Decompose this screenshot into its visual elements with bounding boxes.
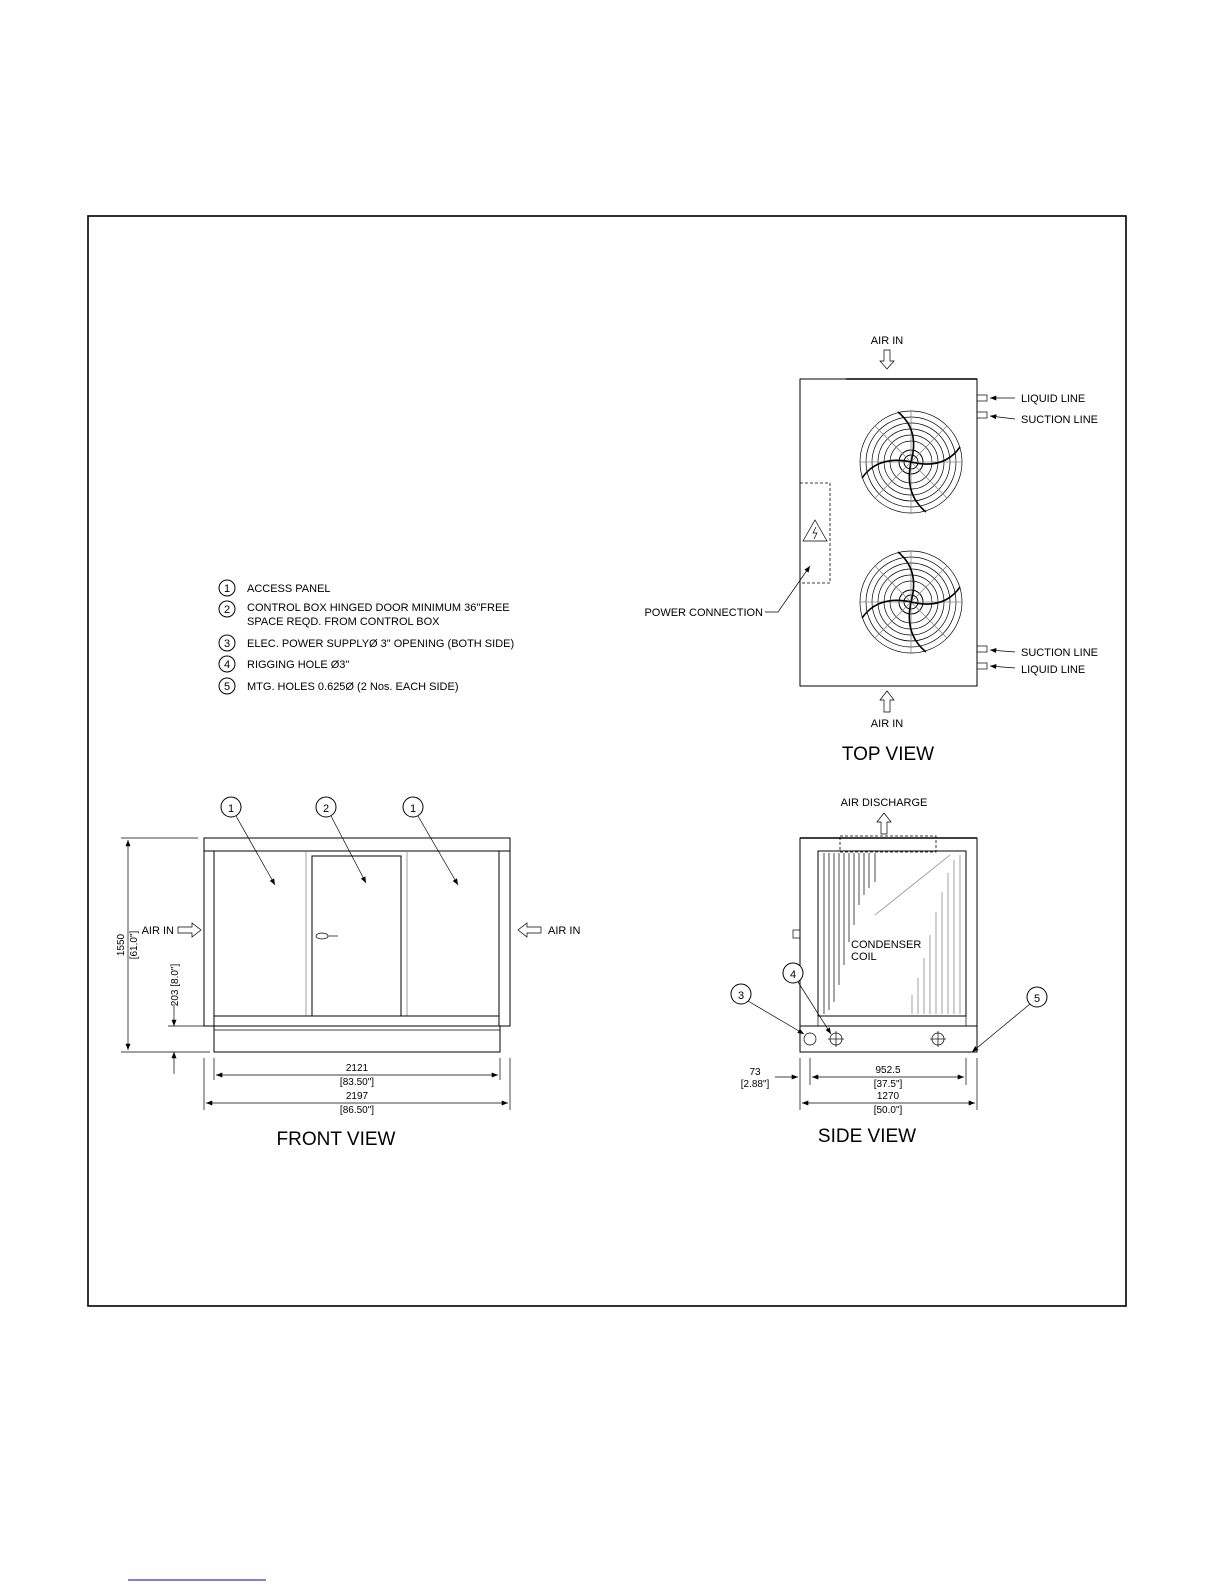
svg-text:2: 2	[322, 803, 330, 815]
legend-text: MTG. HOLES 0.625Ø (2 Nos. EACH SIDE)	[247, 681, 459, 693]
callout-3	[731, 984, 804, 1034]
legend-item-2	[219, 601, 510, 628]
front-view-title: FRONT VIEW	[276, 1129, 396, 1150]
dim-width-in: [50.0"]	[873, 1105, 903, 1116]
dim-inner-width-in: [83.50"]	[339, 1077, 375, 1088]
bottom-air-in-label: AIR IN	[870, 718, 904, 730]
dim-base: 203 [8.0"]	[170, 963, 181, 1007]
top-view-outline	[800, 379, 977, 686]
front-air-in-right-label: AIR IN	[548, 925, 581, 937]
legend-item-3	[219, 635, 514, 651]
callout-1-right	[403, 797, 458, 885]
warning-icon	[803, 520, 827, 541]
air-discharge-arrow-icon	[877, 813, 891, 834]
side-view-outline	[800, 838, 977, 1026]
suction-line-bottom-label: SUCTION LINE	[1021, 647, 1099, 659]
svg-text:3: 3	[737, 990, 745, 1002]
legend-text: CONTROL BOX HINGED DOOR MINIMUM 36"FREE	[247, 602, 510, 614]
dim-holes: 952.5	[875, 1065, 901, 1076]
svg-text:1: 1	[227, 803, 235, 815]
power-opening-icon	[804, 1033, 816, 1045]
callout-2	[316, 797, 366, 883]
air-in-arrow-icon	[178, 923, 201, 937]
air-in-arrow-icon	[518, 923, 541, 937]
side-view-title: SIDE VIEW	[817, 1126, 917, 1147]
front-view	[116, 797, 580, 1150]
top-view-title: TOP VIEW	[841, 744, 935, 765]
power-connection-label: POWER CONNECTION	[644, 607, 763, 619]
liquid-line-top-label: LIQUID LINE	[1021, 393, 1086, 405]
dim-height-in: [61.0"]	[129, 930, 140, 960]
dim-width: 1270	[876, 1091, 900, 1102]
dim-outer-width-in: [86.50"]	[339, 1105, 375, 1116]
legend-item-4	[219, 656, 349, 672]
condenser-label-line2: COIL	[851, 951, 877, 963]
door-handle-icon	[316, 933, 338, 939]
legend-number: 3	[223, 638, 231, 650]
legend-text-line2: SPACE REQD. FROM CONTROL BOX	[247, 616, 440, 628]
top-view	[644, 335, 1098, 765]
control-box-door	[312, 856, 401, 1016]
callout-1-left	[221, 797, 275, 885]
callout-5	[972, 987, 1047, 1052]
legend-item-5	[219, 678, 459, 694]
svg-text:1: 1	[409, 803, 417, 815]
dim-height: 1550	[116, 933, 127, 957]
air-in-arrow-icon	[880, 691, 894, 712]
legend-number: 4	[223, 659, 231, 671]
liquid-line-bottom-label: LIQUID LINE	[1021, 664, 1086, 676]
svg-text:5: 5	[1033, 993, 1041, 1005]
suction-line-top-label: SUCTION LINE	[1021, 414, 1099, 426]
legend-text: RIGGING HOLE Ø3"	[247, 659, 350, 671]
fan-top-icon	[860, 411, 962, 513]
legend-number: 2	[223, 604, 231, 616]
legend	[219, 580, 514, 694]
dim-offset: 73	[749, 1067, 761, 1078]
condenser-label-line1: CONDENSER	[851, 939, 922, 951]
legend-text: ELEC. POWER SUPPLYØ 3" OPENING (BOTH SIDE)	[247, 638, 515, 650]
svg-text:4: 4	[789, 969, 797, 981]
dim-outer-width: 2197	[345, 1091, 369, 1102]
condenser-coil-fins	[824, 853, 960, 1014]
legend-text: ACCESS PANEL	[247, 583, 331, 595]
legend-number: 1	[223, 583, 231, 595]
dim-inner-width: 2121	[345, 1063, 369, 1074]
top-air-in-label: AIR IN	[870, 335, 904, 347]
air-in-arrow-icon	[880, 350, 894, 369]
dim-offset-in: [2.88"]	[740, 1079, 770, 1090]
side-view	[731, 797, 1047, 1147]
fan-bottom-icon	[860, 551, 962, 653]
air-discharge-label: AIR DISCHARGE	[840, 797, 928, 809]
legend-item-1	[219, 580, 331, 596]
legend-number: 5	[223, 681, 231, 693]
front-air-in-left-label: AIR IN	[141, 925, 174, 937]
rigging-hole-icon	[930, 1031, 946, 1047]
dim-holes-in: [37.5"]	[873, 1079, 903, 1090]
